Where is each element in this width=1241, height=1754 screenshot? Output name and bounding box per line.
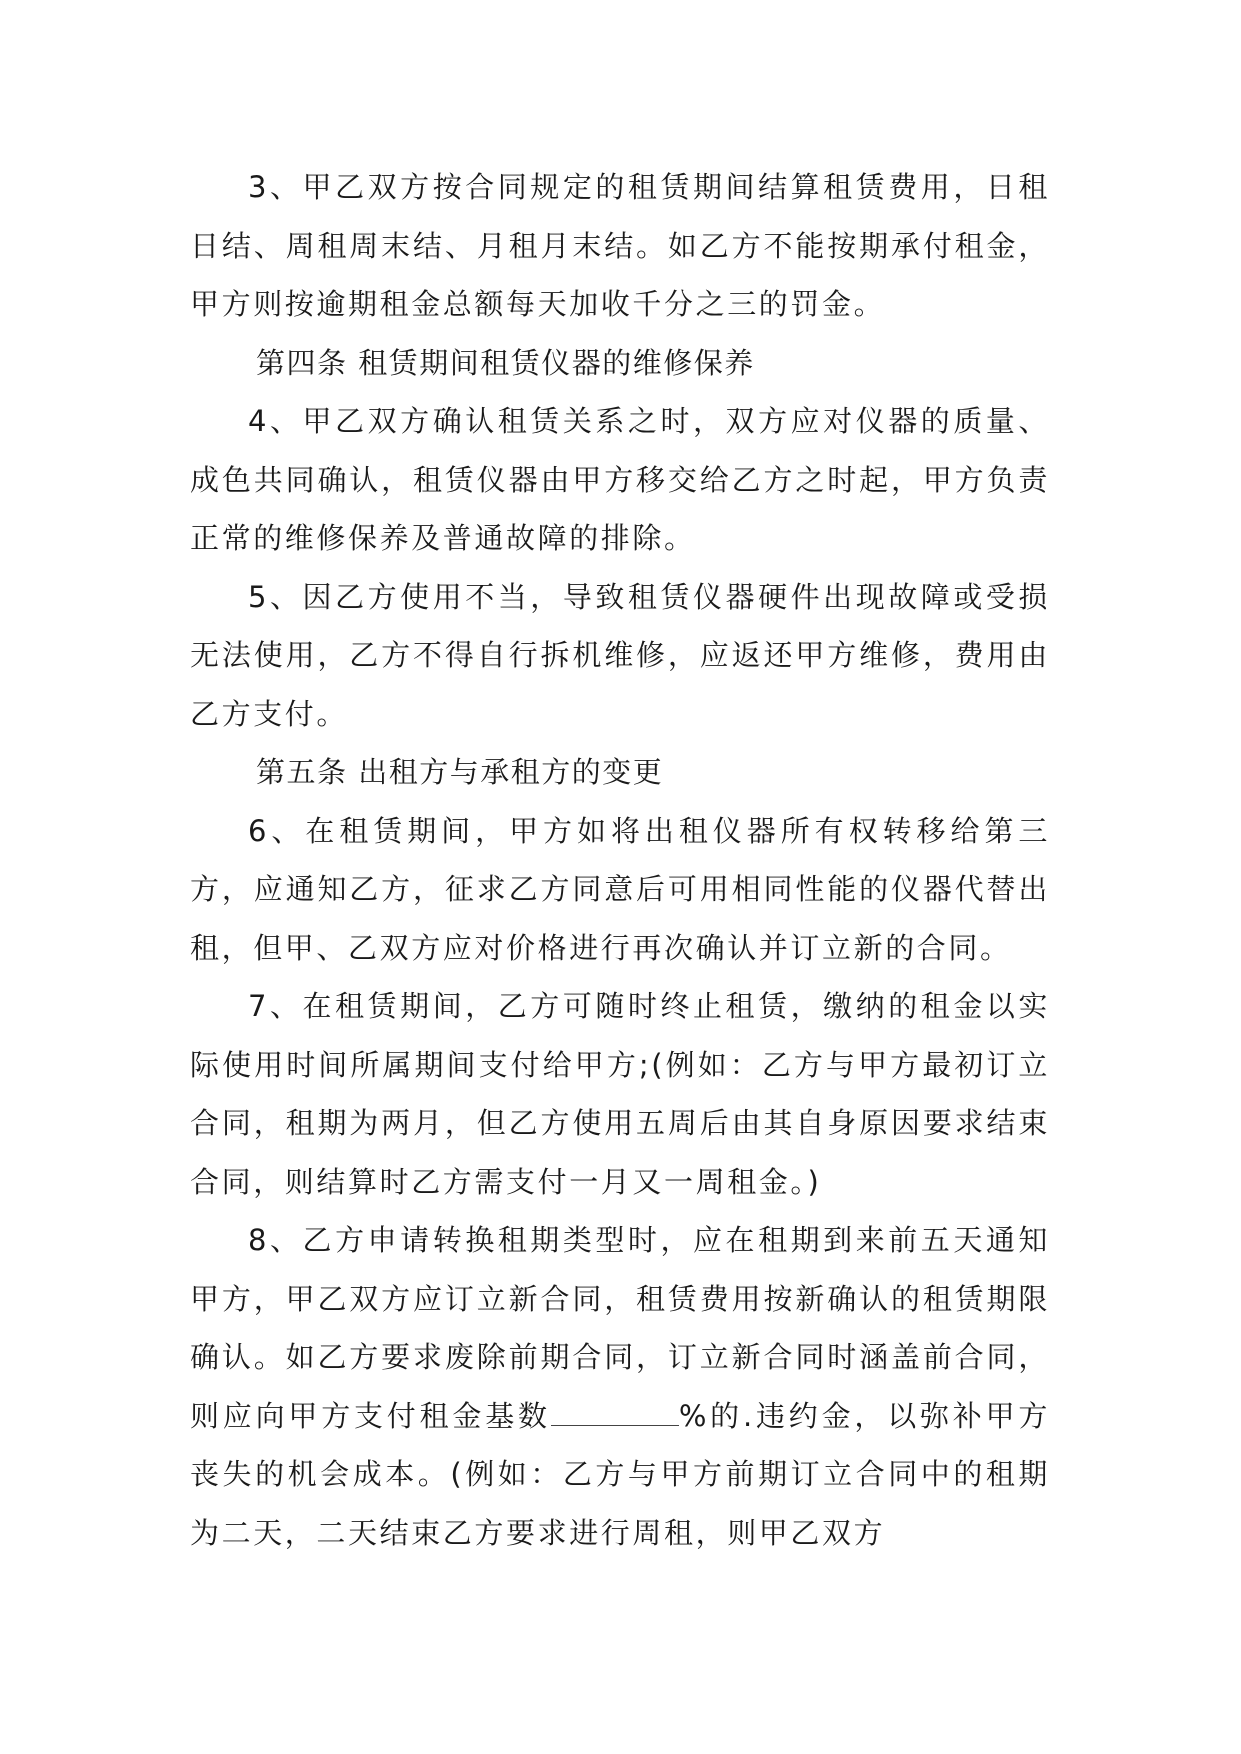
fill-in-blank bbox=[551, 1399, 679, 1426]
clause-4-paragraph: 4、甲乙双方确认租赁关系之时，双方应对仪器的质量、成色共同确认，租赁仪器由甲方移交给乙方之时起，甲方负责正常的维修保养及普通故障的排除。 bbox=[190, 404, 1050, 555]
clause-8-text-after-blank: %的.违约金，以弥补甲方丧失的机会成本。(例如：乙方与甲方前期订立合同中的租期为二天，二天结束乙方要求进行周租，则甲乙双方 bbox=[190, 1398, 1050, 1550]
article-4-heading: 第四条 租赁期间租赁仪器的维修保养 bbox=[256, 345, 755, 380]
clause-7-paragraph: 7、在租赁期间，乙方可随时终止租赁，缴纳的租金以实际使用时间所属期间支付给甲方;(例如：乙方与甲方最初订立合同，租期为两月，但乙方使用五周后由其自身原因要求结束合同，则结算时乙方需支付一月又一周租金。) bbox=[190, 989, 1050, 1199]
document-body bbox=[190, 158, 1050, 1562]
article-5-heading: 第五条 出租方与承租方的变更 bbox=[256, 755, 664, 789]
clause-6-paragraph: 6、在租赁期间，甲方如将出租仪器所有权转移给第三方，应通知乙方，征求乙方同意后可用相同性能的仪器代替出租，但甲、乙双方应对价格进行再次确认并订立新的合同。 bbox=[190, 813, 1050, 965]
clause-8-text-before-blank: 8、乙方申请转换租期类型时，应在租期到来前五天通知甲方，甲乙双方应订立新合同，租赁费用按新确认的租赁期限确认。如乙方要求废除前期合同，订立新合同时涵盖前合同，则应向甲方支付租金基数 bbox=[190, 1223, 1050, 1433]
clause-8-paragraph bbox=[190, 1211, 1050, 1562]
clause-5-paragraph: 5、因乙方使用不当，导致租赁仪器硬件出现故障或受损无法使用，乙方不得自行拆机维修，应返还甲方维修，费用由乙方支付。 bbox=[190, 579, 1050, 731]
clause-3-paragraph: 3、甲乙双方按合同规定的租赁期间结算租赁费用，日租日结、周租周末结、月租月末结。如乙方不能按期承付租金，甲方则按逾期租金总额每天加收千分之三的罚金。 bbox=[190, 170, 1050, 321]
